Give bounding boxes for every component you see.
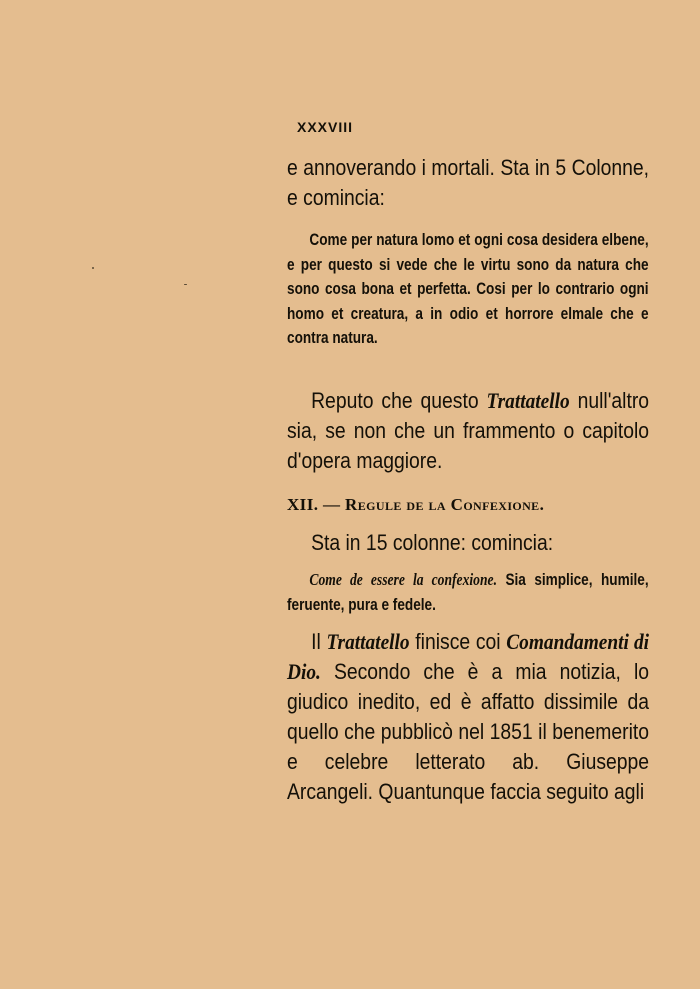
paragraph-reputo-text-b: null'altro sia, se non che un frammento o capitolo d'opera maggiore.	[287, 388, 650, 473]
paragraph-trattatello-text-b: finisce coi	[409, 629, 507, 654]
paragraph-trattatello-title: Trattatello	[326, 629, 410, 654]
paragraph-trattatello-text-c: Secondo che è a mia notizia, lo giudico inedito, ed è affatto dissimile da quello che pubblicò nel 1851 il benemerito e celebre letterato ab. Giuseppe Arcangeli. Quantunque faccia seguito agli	[287, 659, 650, 804]
paragraph-trattatello	[287, 627, 649, 807]
paragraph-reputo-title: Trattatello	[486, 388, 570, 413]
section-heading: XII. — Regule de la Confexione.	[287, 495, 545, 514]
paragraph-columns	[287, 528, 649, 558]
quotation-confexione-title: Come de essere la confexione.	[309, 570, 497, 589]
quotation-confexione	[287, 568, 649, 617]
paragraph-intro	[287, 153, 649, 213]
quotation-confexione-text: Sia simplice, humile, feruente, pura e fedele.	[287, 570, 649, 614]
paragraph-trattatello-title2: Comandamenti di Dio.	[287, 629, 650, 684]
speck-mark	[92, 267, 94, 269]
paragraph-reputo	[287, 386, 649, 476]
quotation-incipit	[287, 228, 649, 351]
quotation-incipit-text: Come per natura lomo et ogni cosa desidera elbene, e per questo si vede che le virtu sono da natura che sono cosa bona et perfetta. Cosi per lo contrario ogni homo et creatura, a in odio et horrore elmale che e contra natura.	[287, 230, 649, 348]
paragraph-trattatello-text-a: Il	[311, 629, 327, 654]
paragraph-columns-text: Sta in 15 colonne: comincia:	[311, 530, 554, 555]
paragraph-reputo-text-a: Reputo che questo	[311, 388, 487, 413]
speck-mark	[184, 284, 187, 285]
paragraph-intro-text: e annoverando i mortali. Sta in 5 Colonne, e comincia:	[287, 155, 650, 210]
page-number-header: XXXVIII	[297, 119, 354, 135]
